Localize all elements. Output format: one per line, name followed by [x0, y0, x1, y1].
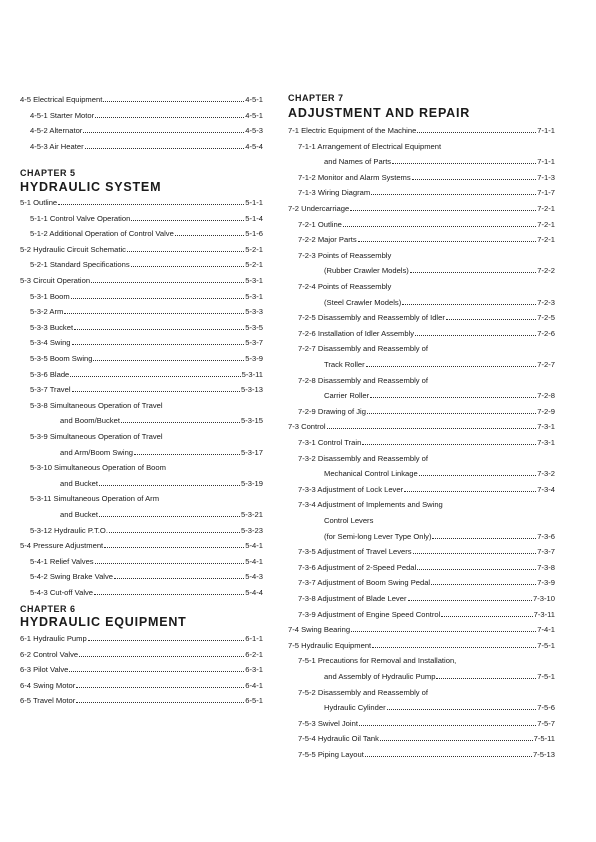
- toc-entry-title: 7-3-1 Control Train: [298, 438, 362, 447]
- toc-entry: [288, 126, 555, 136]
- toc-leader-dots: [365, 756, 532, 757]
- toc-leader-dots: [121, 422, 240, 423]
- toc-entry-title: 6-4 Swing Motor: [20, 680, 76, 690]
- toc-entry-title: 6-5 Travel Motor: [20, 696, 76, 706]
- toc-leader-dots: [103, 101, 244, 102]
- toc-entry-title: 4-5-1 Starter Motor: [30, 110, 95, 120]
- toc-entry: [30, 354, 263, 364]
- toc-entry: [30, 370, 263, 380]
- toc-leader-dots: [175, 235, 244, 236]
- toc-entry-title: 5-3-10 Simultaneous Operation of Boom: [30, 463, 166, 473]
- toc-entry: [30, 323, 263, 333]
- toc-entry: [20, 634, 263, 644]
- toc-entry-title: 7-5-3 Swivel Joint: [298, 718, 358, 728]
- toc-entry: [298, 578, 555, 588]
- toc-page-number: 7-1-1: [537, 126, 555, 135]
- toc-entry-title: Hydraulic Cylinder: [324, 703, 386, 713]
- toc-entry: [20, 665, 263, 675]
- toc-page-number: 5-3-15: [241, 416, 263, 426]
- toc-page-number: 7-2-1: [537, 235, 555, 245]
- toc-entry: [298, 719, 555, 729]
- toc-entry-title: 7-1-1 Arrangement of Electrical Equipment: [298, 141, 442, 151]
- chapter-title: HYDRAULIC EQUIPMENT: [20, 615, 187, 629]
- toc-entry: [298, 610, 555, 620]
- toc-entry: [298, 313, 555, 323]
- toc-entry-title: 5-4-1 Relief Valves: [30, 556, 94, 566]
- toc-entry-title: 5-3-1 Boom: [30, 291, 70, 301]
- toc-page-number: 5-3-9: [245, 354, 263, 363]
- toc-entry: [30, 214, 263, 224]
- chapter-title: HYDRAULIC SYSTEM: [20, 180, 162, 194]
- toc-entry: [30, 588, 263, 598]
- toc-page-number: 7-3-4: [537, 484, 555, 494]
- toc-leader-dots: [99, 516, 240, 517]
- toc-entry-title: 5-3-12 Hydraulic P.T.O.: [30, 525, 108, 535]
- toc-page-number: 5-4-4: [245, 588, 263, 597]
- toc-leader-dots: [371, 194, 536, 195]
- toc-leader-dots: [417, 132, 536, 133]
- toc-entry-title: 5-3-9 Simultaneous Operation of Travel: [30, 432, 163, 441]
- toc-leader-dots: [85, 148, 245, 149]
- toc-leader-dots: [351, 631, 536, 632]
- chapter-label: CHAPTER 6: [20, 604, 76, 614]
- toc-entry: [288, 204, 555, 214]
- toc-page-number: 6-5-1: [245, 696, 263, 706]
- toc-entry-title: and Names of Parts: [324, 157, 392, 167]
- toc-entry-title: 5-3-7 Travel: [30, 385, 71, 395]
- toc-leader-dots: [350, 210, 536, 211]
- toc-leader-dots: [64, 313, 244, 314]
- toc-leader-dots: [413, 553, 537, 554]
- toc-page-number: 5-3-21: [241, 510, 263, 519]
- toc-leader-dots: [134, 454, 240, 455]
- toc-page-number: 7-3-1: [537, 438, 555, 447]
- toc-page-number: 4-5-1: [245, 110, 263, 120]
- toc-page-number: 7-2-5: [537, 313, 555, 323]
- toc-entry: [324, 469, 555, 479]
- toc-entry-title: 7-2-5 Disassembly and Reassembly of Idler: [298, 313, 445, 323]
- toc-entry: [298, 734, 555, 744]
- toc-page-number: 5-1-6: [245, 229, 263, 239]
- toc-leader-dots: [95, 563, 245, 564]
- toc-entry: [30, 307, 263, 317]
- toc-page-number: 5-2-1: [245, 244, 263, 254]
- toc-leader-dots: [358, 241, 537, 242]
- toc-entry-title: and Bucket: [60, 478, 98, 488]
- chapter-label: CHAPTER 7: [288, 93, 344, 103]
- toc-entry: [324, 672, 555, 682]
- toc-entry-title: Carrier Roller: [324, 391, 370, 401]
- toc-entry-title: 7-3-8 Adjustment of Blade Lever: [298, 594, 407, 603]
- toc-page-number: 5-3-1: [245, 291, 263, 301]
- toc-leader-dots: [114, 578, 244, 579]
- toc-leader-dots: [436, 678, 536, 679]
- toc-entry: [20, 681, 263, 691]
- toc-page-number: 7-3-7: [537, 547, 555, 557]
- toc-leader-dots: [131, 266, 245, 267]
- toc-page-number: 5-4-1: [245, 556, 263, 566]
- toc-entry-title: 7-3-9 Adjustment of Engine Speed Control: [298, 609, 441, 619]
- toc-leader-dots: [74, 329, 244, 330]
- toc-leader-dots: [99, 485, 240, 486]
- toc-page-number: 7-2-9: [537, 406, 555, 416]
- toc-entry: [298, 563, 555, 573]
- toc-entry: [20, 95, 263, 105]
- toc-entry-title: 7-2-3 Points of Reassembly: [298, 250, 392, 260]
- toc-entry-title: 4-5 Electrical Equipment: [20, 95, 103, 104]
- toc-page-number: 7-3-2: [537, 469, 555, 479]
- toc-entry-title: (Rubber Crawler Models): [324, 266, 409, 276]
- toc-entry: [30, 142, 263, 152]
- toc-entry: [30, 111, 263, 121]
- toc-leader-dots: [79, 656, 244, 657]
- toc-leader-dots: [91, 282, 244, 283]
- toc-entry-title: 5-3-2 Arm: [30, 307, 64, 317]
- toc-leader-dots: [446, 319, 536, 320]
- toc-leader-dots: [109, 532, 240, 533]
- toc-leader-dots: [72, 344, 245, 345]
- toc-entry-title: 7-5 Hydraulic Equipment: [288, 640, 372, 650]
- toc-entry-title: Track Roller: [324, 360, 365, 369]
- toc-page-number: 5-3-13: [241, 385, 263, 395]
- toc-entry: [30, 260, 263, 270]
- toc-page-number: 4-5-3: [245, 126, 263, 136]
- toc-entry: [298, 407, 555, 417]
- toc-entry-title: 6-2 Control Valve: [20, 649, 79, 659]
- toc-page-number: 5-3-19: [241, 478, 263, 488]
- toc-leader-dots: [127, 251, 244, 252]
- toc-page-number: 5-3-11: [241, 369, 263, 379]
- toc-page-number: 7-1-3: [537, 172, 555, 182]
- toc-leader-dots: [94, 594, 244, 595]
- toc-leader-dots: [417, 569, 536, 570]
- toc-entry-title: 4-5-3 Air Heater: [30, 141, 84, 151]
- toc-page-number: 5-3-3: [245, 307, 263, 317]
- toc-entry: [298, 173, 555, 183]
- toc-leader-dots: [412, 179, 537, 180]
- toc-page-number: 7-2-7: [537, 360, 555, 369]
- toc-page-number: 5-3-7: [245, 338, 263, 348]
- toc-entry: [324, 532, 555, 542]
- toc-leader-dots: [367, 413, 536, 414]
- toc-entry-title: 7-5-2 Disassembly and Reassembly of: [298, 687, 428, 697]
- toc-entry: [324, 391, 555, 401]
- toc-entry: [20, 650, 263, 660]
- toc-page-number: 7-3-8: [537, 562, 555, 572]
- toc-leader-dots: [432, 538, 536, 539]
- toc-entry: [60, 510, 263, 520]
- toc-entry-title: 5-4 Pressure Adjustment: [20, 541, 104, 551]
- toc-entry-title: 7-3-3 Adjustment of Lock Lever: [298, 484, 404, 494]
- toc-entry: [20, 696, 263, 706]
- toc-page-number: 7-5-11: [533, 734, 555, 744]
- toc-entry-title: 7-3-2 Disassembly and Reassembly of: [298, 453, 428, 463]
- toc-leader-dots: [372, 647, 536, 648]
- toc-entry: [298, 188, 555, 198]
- toc-page-number: 5-3-23: [241, 525, 263, 535]
- toc-entry: [30, 526, 263, 536]
- toc-leader-dots: [359, 725, 536, 726]
- toc-entry-title: 6-1 Hydraulic Pump: [20, 634, 87, 643]
- toc-entry-title: 5-4-3 Cut-off Valve: [30, 588, 94, 597]
- toc-entry-title: 7-3-7 Adjustment of Boom Swing Pedal: [298, 578, 431, 588]
- toc-entry: [298, 329, 555, 339]
- toc-entry: [20, 276, 263, 286]
- toc-entry: [288, 641, 555, 651]
- toc-leader-dots: [83, 132, 244, 133]
- toc-entry: [30, 126, 263, 136]
- toc-leader-dots: [392, 163, 536, 164]
- toc-page-number: 5-2-1: [245, 260, 263, 270]
- toc-page-number: 7-2-1: [537, 219, 555, 229]
- toc-entry: [298, 547, 555, 557]
- toc-page-number: 7-2-3: [537, 297, 555, 307]
- toc-leader-dots: [76, 702, 244, 703]
- toc-page-number: 5-4-1: [245, 541, 263, 551]
- toc-entry-title: 7-3-5 Adjustment of Travel Levers: [298, 547, 412, 557]
- toc-leader-dots: [380, 740, 533, 741]
- toc-entry: [324, 298, 555, 308]
- toc-entry-title: 7-2-9 Drawing of Jig: [298, 406, 366, 416]
- toc-entry-title: 7-5-5 Piping Layout: [298, 750, 364, 759]
- toc-page-number: 7-3-1: [537, 422, 555, 432]
- toc-entry-title: 5-3-11 Simultaneous Operation of Arm: [30, 494, 160, 504]
- toc-entry: [298, 594, 555, 604]
- toc-entry-title: 7-1-3 Wiring Diagram: [298, 188, 371, 198]
- toc-page-number: 6-4-1: [245, 680, 263, 690]
- toc-page-number: 7-5-7: [537, 718, 555, 728]
- toc-page-number: 7-3-6: [537, 531, 555, 541]
- toc-entry-title: and Boom/Bucket: [60, 416, 120, 426]
- toc-page-number: 7-2-1: [537, 204, 555, 213]
- toc-entry-title: 7-3-4 Adjustment of Implements and Swing: [298, 500, 443, 510]
- toc-entry: [30, 385, 263, 395]
- toc-entry-title: 7-2-1 Outline: [298, 219, 342, 229]
- toc-entry: [30, 292, 263, 302]
- toc-entry-title: 7-2-4 Points of Reassembly: [298, 282, 392, 291]
- toc-entry-title: 5-2 Hydraulic Circuit Schematic: [20, 244, 126, 254]
- toc-leader-dots: [69, 671, 244, 672]
- toc-leader-dots: [431, 584, 536, 585]
- toc-entry-title: 5-2-1 Standard Specifications: [30, 260, 130, 270]
- toc-entry: [20, 245, 263, 255]
- toc-leader-dots: [410, 272, 536, 273]
- toc-entry: [324, 157, 555, 167]
- toc-page-number: 5-1-1: [245, 198, 263, 207]
- toc-entry-title: and Bucket: [60, 510, 98, 519]
- toc-leader-dots: [343, 226, 536, 227]
- toc-entry: [60, 479, 263, 489]
- toc-entry-title: 4-5-2 Alternator: [30, 126, 83, 136]
- toc-leader-dots: [404, 491, 536, 492]
- toc-entry-title: 7-2 Undercarriage: [288, 204, 350, 213]
- toc-entry-title: 7-2-6 Installation of Idler Assembly: [298, 328, 415, 338]
- toc-entry-title: 7-1 Electric Equipment of the Machine: [288, 126, 417, 135]
- toc-entry-title: 7-1-2 Monitor and Alarm Systems: [298, 172, 411, 182]
- chapter-label: CHAPTER 5: [20, 168, 76, 178]
- toc-entry: [298, 750, 555, 760]
- toc-page-number: 5-3-5: [245, 322, 263, 332]
- toc-entry-title: 7-5-4 Hydraulic Oil Tank: [298, 734, 379, 744]
- toc-entry-title: Control Levers: [324, 516, 374, 525]
- toc-entry-title: 5-1-2 Additional Operation of Control Valve: [30, 229, 174, 239]
- toc-page-number: 4-5-4: [245, 141, 263, 151]
- toc-entry: [60, 448, 263, 458]
- toc-entry: [60, 416, 263, 426]
- toc-leader-dots: [366, 366, 537, 367]
- toc-page-number: 7-1-7: [537, 188, 555, 198]
- toc-page-number: 7-3-9: [537, 578, 555, 588]
- toc-entry: [20, 541, 263, 551]
- toc-entry-title: 5-3-4 Swing: [30, 338, 71, 348]
- toc-entry-title: and Assembly of Hydraulic Pump: [324, 672, 436, 681]
- toc-leader-dots: [415, 335, 536, 336]
- toc-entry: [298, 485, 555, 495]
- toc-page-number: 4-5-1: [245, 95, 263, 104]
- toc-page-number: 5-3-17: [241, 447, 263, 457]
- toc-entry-title: (for Semi-long Lever Type Only): [324, 531, 432, 541]
- toc-page-number: 7-5-13: [533, 750, 555, 759]
- toc-entry: [288, 625, 555, 635]
- toc-page-number: 7-5-1: [537, 672, 555, 681]
- toc-entry: [298, 220, 555, 230]
- toc-leader-dots: [76, 687, 244, 688]
- toc-leader-dots: [441, 616, 532, 617]
- toc-entry: [324, 360, 555, 370]
- toc-entry-title: 5-3-5 Boom Swing: [30, 354, 93, 363]
- toc-entry: [30, 572, 263, 582]
- toc-page-number: 5-1-4: [245, 213, 263, 223]
- toc-page-number: 7-3-11: [533, 609, 555, 619]
- toc-page-number: 7-4-1: [537, 625, 555, 635]
- toc-entry-title: Mechanical Control Linkage: [324, 469, 418, 479]
- toc-page-number: 7-5-1: [537, 640, 555, 650]
- toc-leader-dots: [131, 220, 244, 221]
- toc-page-number: 5-3-1: [245, 276, 263, 285]
- toc-entry: [20, 198, 263, 208]
- toc-leader-dots: [370, 397, 536, 398]
- toc-page-number: 6-3-1: [245, 665, 263, 675]
- toc-entry-title: 7-3 Control: [288, 422, 326, 432]
- toc-entry-title: 5-3 Circuit Operation: [20, 276, 91, 285]
- toc-entry: [298, 438, 555, 448]
- toc-entry: [30, 229, 263, 239]
- toc-leader-dots: [362, 444, 536, 445]
- toc-entry-title: 5-3-3 Bucket: [30, 322, 74, 332]
- toc-page-number: 7-2-2: [537, 266, 555, 276]
- toc-leader-dots: [71, 298, 245, 299]
- toc-entry-title: 7-2-7 Disassembly and Reassembly of: [298, 344, 428, 354]
- toc-leader-dots: [104, 547, 244, 548]
- toc-page-number: 5-4-3: [245, 572, 263, 582]
- toc-entry-title: 5-3-6 Blade: [30, 369, 70, 379]
- toc-page-number: 7-2-6: [537, 328, 555, 338]
- toc-leader-dots: [419, 475, 537, 476]
- toc-page-number: 6-1-1: [245, 634, 263, 643]
- toc-entry-title: 7-3-6 Adjustment of 2-Speed Pedal: [298, 562, 417, 572]
- toc-entry-title: 7-5-1 Precautions for Removal and Installation,: [298, 656, 457, 666]
- toc-leader-dots: [58, 204, 244, 205]
- toc-leader-dots: [327, 428, 537, 429]
- toc-leader-dots: [88, 640, 245, 641]
- toc-page-number: 7-3-10: [533, 594, 555, 603]
- toc-page-number: 7-1-1: [537, 157, 555, 167]
- toc-page-number: 7-5-6: [537, 703, 555, 713]
- toc-page-number: 7-2-8: [537, 391, 555, 401]
- toc-entry: [30, 557, 263, 567]
- toc-leader-dots: [408, 600, 533, 601]
- toc-entry-title: 6-3 Pilot Valve: [20, 665, 69, 675]
- toc-leader-dots: [95, 117, 244, 118]
- toc-entry-title: 5-1 Outline: [20, 198, 58, 207]
- toc-page-number: 6-2-1: [245, 649, 263, 659]
- toc-entry: [324, 703, 555, 713]
- toc-entry: [324, 266, 555, 276]
- toc-leader-dots: [70, 376, 240, 377]
- toc-leader-dots: [93, 360, 244, 361]
- toc-entry-title: 5-4-2 Swing Brake Valve: [30, 572, 114, 582]
- toc-entry: [298, 235, 555, 245]
- toc-entry-title: (Steel Crawler Models): [324, 297, 402, 307]
- toc-entry-title: 5-1-1 Control Valve Operation: [30, 213, 131, 223]
- toc-entry: [30, 338, 263, 348]
- toc-leader-dots: [402, 304, 536, 305]
- toc-entry-title: 7-2-2 Major Parts: [298, 235, 357, 245]
- toc-entry: [288, 422, 555, 432]
- toc-entry-title: 5-3-8 Simultaneous Operation of Travel: [30, 400, 163, 410]
- chapter-title: ADJUSTMENT AND REPAIR: [288, 106, 471, 120]
- toc-leader-dots: [72, 391, 241, 392]
- toc-entry-title: 7-4 Swing Bearing: [288, 625, 351, 635]
- toc-entry-title: 7-2-8 Disassembly and Reassembly of: [298, 375, 428, 385]
- toc-leader-dots: [387, 709, 537, 710]
- toc-entry-title: and Arm/Boom Swing: [60, 447, 134, 457]
